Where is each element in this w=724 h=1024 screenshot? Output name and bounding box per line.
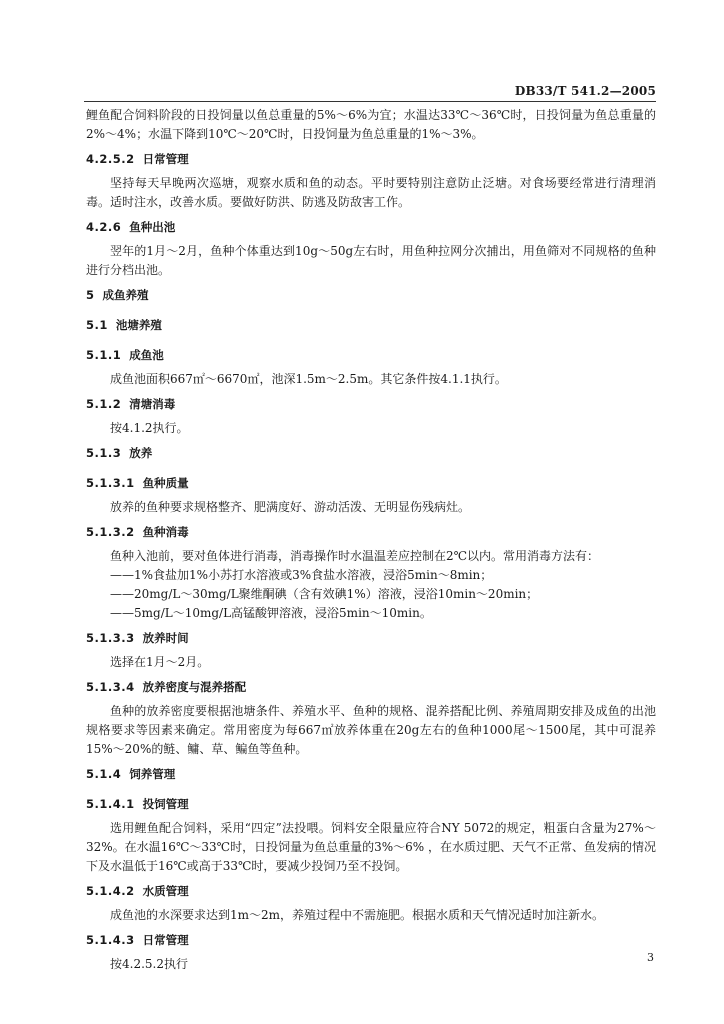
paragraph-5-1-3-2: 鱼种入池前，要对鱼体进行消毒，消毒操作时水温温差应控制在2℃以内。常用消毒方法有： bbox=[110, 549, 600, 563]
heading-4-2-6 bbox=[86, 212, 656, 242]
paragraph-5-1-3-1: 放养的鱼种要求规格整齐、肥满度好、游动活泼、无明显伤残病灶。 bbox=[110, 500, 471, 514]
heading-title: 日常管理 bbox=[142, 933, 189, 947]
heading-5-1-4 bbox=[86, 759, 656, 789]
paragraph-4-2-5-2: 坚持每天早晚两次巡塘，观察水质和鱼的动态。平时要特别注意防止泛塘。对食场要经常进行清理消毒。适时注水，改善水质。要做好防洪、防逃及防敌害工作。 bbox=[86, 176, 656, 209]
heading-title: 成鱼池 bbox=[129, 348, 164, 362]
heading-title: 放养 bbox=[129, 446, 153, 460]
heading-title: 水质管理 bbox=[142, 884, 189, 898]
paragraph-5-1-3-3: 选择在1月～2月。 bbox=[110, 655, 210, 669]
paragraph-4-2-6: 翌年的1月～2月，鱼种个体重达到10g～50g左右时，用鱼种拉网分次捕出，用鱼筛对不同规格的鱼种进行分档出池。 bbox=[86, 244, 656, 277]
heading-5-1-2 bbox=[86, 389, 656, 419]
disinfection-method-list bbox=[86, 566, 656, 623]
heading-title: 放养时间 bbox=[142, 631, 189, 645]
heading-number: 5.1.3.2 bbox=[86, 525, 135, 539]
page-number: 3 bbox=[647, 951, 654, 964]
heading-number: 5 bbox=[86, 288, 95, 302]
paragraph-5-1-4-2: 成鱼池的水深要求达到1m～2m，养殖过程中不需施肥。根据水质和天气情况适时加注新水。 bbox=[110, 908, 605, 922]
heading-title: 清塘消毒 bbox=[129, 397, 176, 411]
heading-number: 4.2.6 bbox=[86, 220, 122, 234]
heading-5-1-3-1 bbox=[86, 468, 656, 498]
heading-5-1-3-3 bbox=[86, 623, 656, 653]
heading-title: 鱼种消毒 bbox=[142, 525, 189, 539]
paragraph-5-1-2: 按4.1.2执行。 bbox=[110, 421, 189, 435]
paragraph-5-1-1: 成鱼池面积667㎡～6670㎡，池深1.5m～2.5m。其它条件按4.1.1执行。 bbox=[110, 372, 507, 386]
header-rule bbox=[84, 101, 656, 102]
heading-number: 5.1.4.3 bbox=[86, 933, 135, 947]
heading-number: 5.1.4 bbox=[86, 767, 122, 781]
list-item: ——1%食盐加1%小苏打水溶液或3%食盐水溶液，浸浴5min～8min； bbox=[110, 568, 493, 582]
heading-5-1-3 bbox=[86, 438, 656, 468]
heading-5-1-4-3 bbox=[86, 925, 656, 955]
document-code: DB33/T 541.2—2005 bbox=[514, 84, 656, 98]
heading-5-1-3-2 bbox=[86, 517, 656, 547]
heading-number: 4.2.5.2 bbox=[86, 152, 135, 166]
heading-number: 5.1.3.1 bbox=[86, 476, 135, 490]
heading-title: 投饲管理 bbox=[142, 797, 189, 811]
heading-title: 池塘养殖 bbox=[115, 318, 162, 332]
page-content bbox=[86, 106, 656, 974]
heading-number: 5.1.1 bbox=[86, 348, 122, 362]
heading-5 bbox=[86, 280, 656, 310]
heading-5-1-3-4 bbox=[86, 672, 656, 702]
heading-title: 放养密度与混养搭配 bbox=[142, 680, 247, 694]
heading-5-1-4-2 bbox=[86, 876, 656, 906]
paragraph-5-1-3-4: 鱼种的放养密度要根据池塘条件、养殖水平、鱼种的规格、混养搭配比例、养殖周期安排及成鱼的出池规格要求等因素来确定。常用密度为每667㎡放养体重在20g左右的鱼种1000尾～1500尾，其中可混养15%～20%的鲢、鳙、草、鳊鱼等鱼种。 bbox=[86, 704, 656, 756]
heading-title: 成鱼养殖 bbox=[102, 288, 149, 302]
heading-number: 5.1.2 bbox=[86, 397, 122, 411]
paragraph-intro: 鲤鱼配合饲料阶段的日投饲量以鱼总重量的5%～6%为宜；水温达33℃～36℃时，日投饲量为鱼总重量的2%～4%；水温下降到10℃～20℃时，日投饲量为鱼总重量的1%～3%。 bbox=[86, 108, 656, 141]
heading-number: 5.1.4.1 bbox=[86, 797, 135, 811]
heading-number: 5.1.3.4 bbox=[86, 680, 135, 694]
heading-number: 5.1.4.2 bbox=[86, 884, 135, 898]
heading-title: 鱼种出池 bbox=[129, 220, 176, 234]
heading-title: 日常管理 bbox=[142, 152, 189, 166]
paragraph-5-1-4-1: 选用鲤鱼配合饲料，采用“四定”法投喂。饲料安全限量应符合NY 5072的规定，粗蛋白含量为27%～32%。在水温16℃～33℃时，日投饲量为鱼总重量的3%～6% ，在水质过肥、天气不正常、鱼发病的情况下及水温低于16℃或高于33℃时，要减少投饲乃至不投饲。 bbox=[86, 821, 656, 873]
heading-5-1-4-1 bbox=[86, 789, 656, 819]
heading-4-2-5-2 bbox=[86, 144, 656, 174]
heading-title: 饲养管理 bbox=[129, 767, 176, 781]
heading-number: 5.1.3.3 bbox=[86, 631, 135, 645]
heading-number: 5.1 bbox=[86, 318, 108, 332]
list-item: ——5mg/L～10mg/L高锰酸钾溶液，浸浴5min～10min。 bbox=[110, 606, 432, 620]
list-item: ——20mg/L～30mg/L聚维酮碘（含有效碘1%）溶液，浸浴10min～20min； bbox=[110, 587, 539, 601]
heading-title: 鱼种质量 bbox=[142, 476, 189, 490]
heading-number: 5.1.3 bbox=[86, 446, 122, 460]
heading-5-1 bbox=[86, 310, 656, 340]
paragraph-5-1-4-3: 按4.2.5.2执行 bbox=[110, 957, 188, 971]
heading-5-1-1 bbox=[86, 340, 656, 370]
